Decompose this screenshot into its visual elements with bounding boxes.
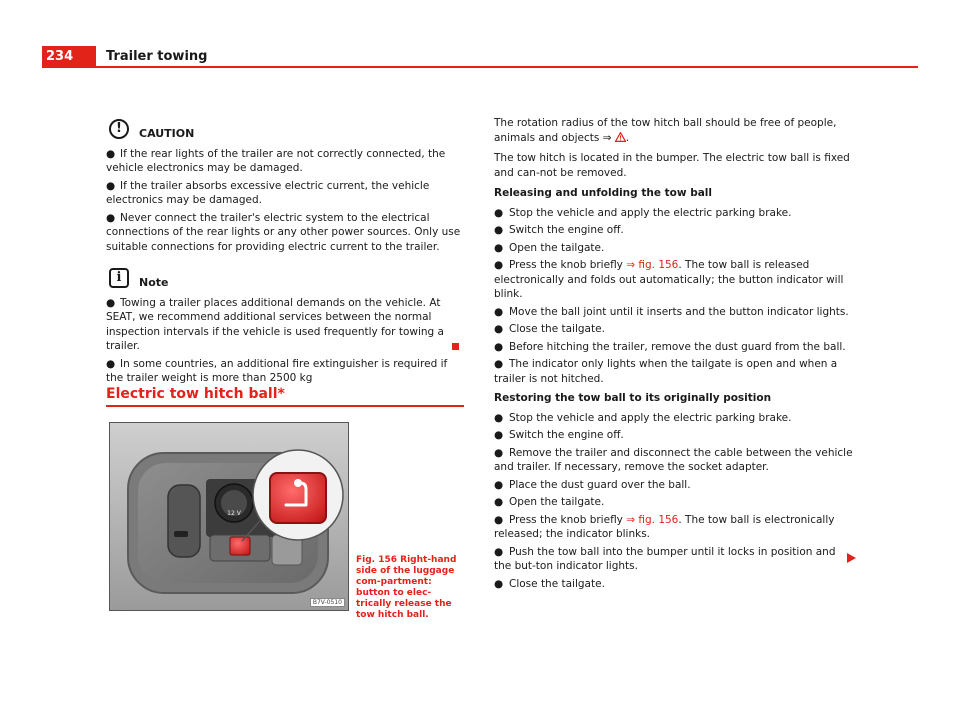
caution-heading [109,117,466,142]
list-item: ● Push the tow ball into the bumper until it locks in position and the but-ton indicator lights. [494,545,836,572]
list-item: ● Close the tailgate. [494,577,605,590]
tow-release-button-small [230,537,250,555]
note-label: Note [139,276,169,289]
list-item: ● Switch the engine off. [494,429,624,441]
list-item: ● Switch the engine off. [494,224,624,236]
section-title: Electric tow hitch ball* [106,386,285,402]
list-item: ● Remove the trailer and disconnect the cable between the vehicle and trailer. If necessary, remove the socket adapter. [494,446,853,473]
list-item: ● Open the tailgate. [494,241,605,254]
luggage-compartment-illustration [110,423,349,611]
header-rule [96,66,918,68]
figure-156 [109,422,349,611]
page-number: 234 [42,46,96,68]
list-item: ● Open the tailgate. [494,496,605,508]
list-item: ● Before hitching the trailer, remove the dust guard from the ball. [494,340,846,353]
caution-icon: ! [109,119,129,139]
intro-paragraph: The rotation radius of the tow hitch ball should be free of people, animals and objects ⇒ . [494,117,837,144]
caution-item: ● If the rear lights of the trailer are not correctly connected, the vehicle electronics may be damaged. [106,147,446,174]
list-item: ● Press the knob briefly ⇒ fig. 156. The tow ball is electronically released; the indicator blinks. [494,513,835,540]
list-item: ● Stop the vehicle and apply the electric parking brake. [494,206,792,219]
caution-item: ● If the trailer absorbs excessive electric current, the vehicle electronics may be damaged. [106,179,430,206]
left-column [106,117,466,389]
list-item: ● Close the tailgate. [494,323,605,335]
note-heading [109,266,466,291]
list-item: ● The indicator only lights when the tailgate is open and when a trailer is not hitched. [494,358,838,385]
location-paragraph: The tow hitch is located in the bumper. The electric tow ball is fixed and can-not be removed. [494,152,850,179]
note-item: ● Towing a trailer places additional demands on the vehicle. At SEAT, we recommend additional services between the normal inspection intervals if the vehicle is used frequently for towing a trailer. [106,296,444,352]
list-item: ● Move the ball joint until it inserts and the button indicator lights. [494,305,849,318]
list-item: ● Stop the vehicle and apply the electric parking brake. [494,411,792,424]
figure-code: B7V-0510 [310,598,345,607]
figure-caption: Fig. 156 Right-hand side of the luggage com-partment: button to elec-trically release the tow hitch ball. [356,555,457,620]
warning-icon [615,132,626,142]
section-end-marker [452,343,459,350]
note-icon: i [109,268,129,288]
header-title: Trailer towing [106,49,208,64]
figure-link[interactable]: ⇒ fig. 156 [626,513,679,526]
continue-arrow-icon [847,553,856,563]
releasing-heading: Releasing and unfolding the tow ball [494,187,712,199]
side-cover [168,485,200,557]
caution-item: ● Never connect the trailer's electric system to the electrical connections of the rear lights or any other power sources. Only use suitable connections for providing electric current to the trailer. [106,211,461,253]
caution-label: CAUTION [139,127,195,140]
section-rule [106,405,464,407]
list-item: ● Press the knob briefly ⇒ fig. 156. The tow ball is released electronically and folds out automatically; the button indicator will blink. [494,259,844,300]
right-column [494,116,856,594]
list-item: ● Place the dust guard over the ball. [494,478,691,491]
figure-link[interactable]: ⇒ fig. 156 [626,259,679,271]
socket-label: 12 V [227,510,241,517]
restoring-heading: Restoring the tow ball to its originally position [494,392,772,404]
note-item: ● In some countries, an additional fire extinguisher is required if the trailer weight is more than 2500 kg [106,357,448,384]
